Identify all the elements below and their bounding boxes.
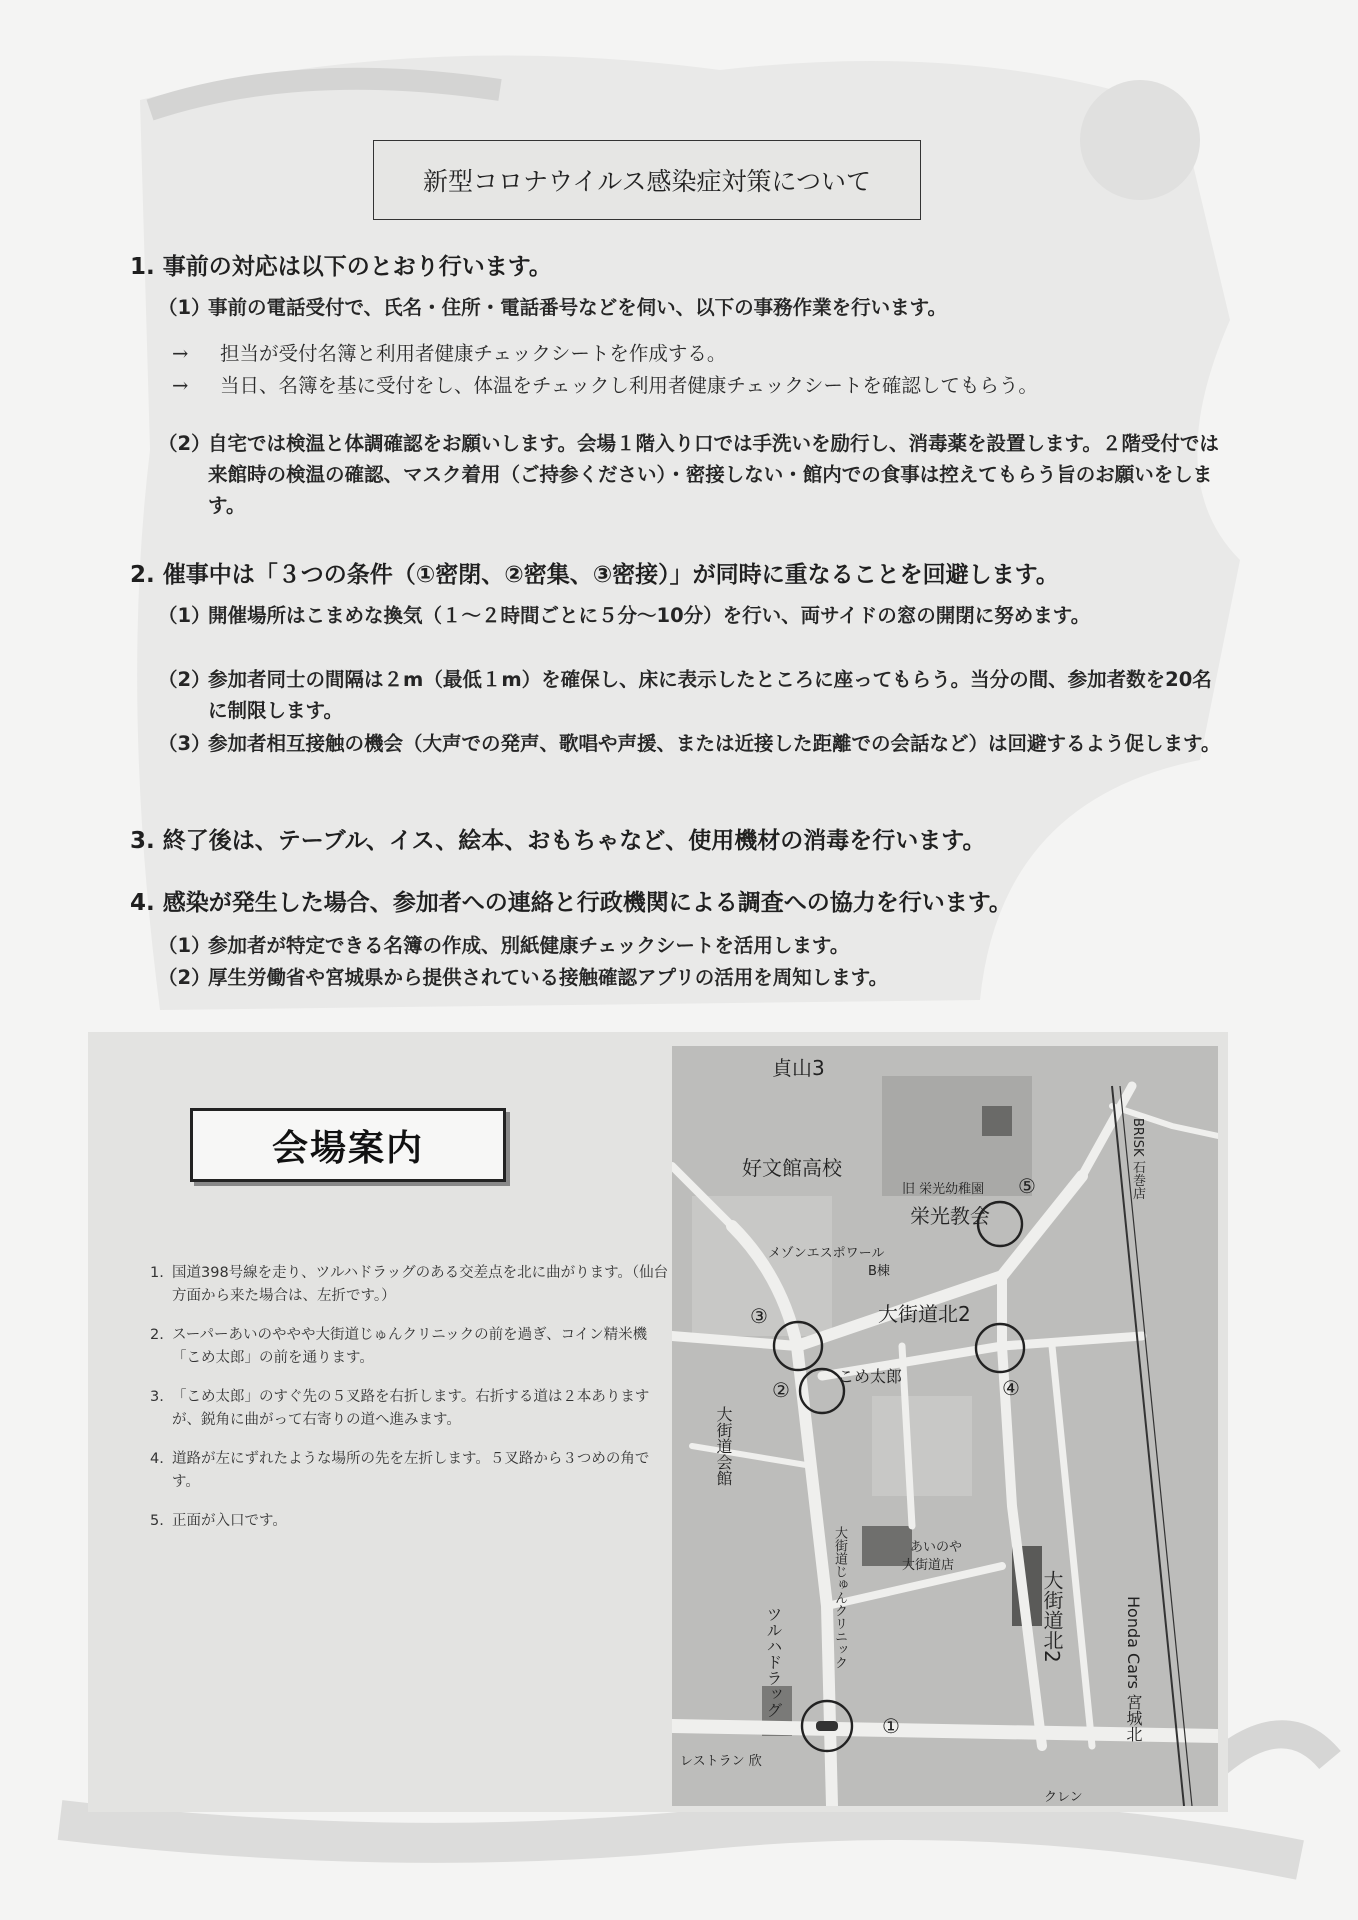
item-text: 事前の電話受付で、氏名・住所・電話番号などを伺い、以下の事務作業を行います。 — [208, 296, 948, 319]
map-label-hall: 大街道会館 — [714, 1406, 733, 1486]
step-number: 3. — [150, 1389, 164, 1405]
map-label-ainoya-store: 大街道店 — [902, 1558, 955, 1573]
map-label-kuren: クレン — [1044, 1790, 1083, 1805]
direction-step — [150, 1324, 670, 1370]
section-4-item-2 — [158, 962, 1228, 993]
step-number: 2. — [150, 1327, 164, 1343]
section-2-item-1 — [158, 600, 1228, 631]
map-label-kindergarten: 旧 栄光幼稚園 — [902, 1182, 985, 1197]
step-text: 道路が左にずれたような場所の先を左折します。５叉路から３つめの角です。 — [172, 1451, 650, 1490]
map-label-clinic: 大街道じゅんクリニック — [832, 1526, 847, 1669]
step-text: スーパーあいのややや大街道じゅんクリニックの前を過ぎ、コイン精米機「こめ太郎」の前を通ります。 — [172, 1327, 648, 1366]
map-label-mansion-b: B棟 — [868, 1264, 890, 1279]
item-text: 自宅では検温と体調確認をお願いします。会場１階入り口では手洗いを励行し、消毒薬を設置します。２階受付では来館時の検温の確認、マスク着用（ご持参ください）・密接しない・館内での食事は控えてもらう旨のお願いをします。 — [208, 432, 1219, 517]
direction-step — [150, 1386, 670, 1432]
map-label-tsuruha: ツルハドラッグ — [764, 1606, 783, 1718]
section-1-item-2 — [158, 428, 1228, 521]
page-title: 新型コロナウイルス感染症対策について — [373, 140, 921, 220]
item-number: （3） — [158, 732, 211, 755]
map-marker-2: ② — [772, 1378, 790, 1402]
map-label-district: 大街道北2 — [878, 1302, 971, 1326]
item-number: （1） — [158, 296, 211, 319]
section-3-heading: 3. 終了後は、テーブル、イス、絵本、おもちゃなど、使用機材の消毒を行います。 — [130, 828, 986, 854]
map-label-district-large: 大街道北2 — [1040, 1570, 1064, 1663]
section-2-item-2 — [158, 664, 1228, 726]
arrow-text: 担当が受付名簿と利用者健康チェックシートを作成する。 — [220, 342, 727, 365]
item-text: 厚生労働省や宮城県から提供されている接触確認アプリの活用を周知します。 — [208, 966, 889, 989]
venue-guide-title: 会場案内 — [190, 1108, 506, 1182]
map-label-honda: Honda Cars 宮城北 — [1124, 1596, 1143, 1742]
map-label-restaurant: レストラン 欣 — [680, 1754, 762, 1769]
item-number: （2） — [158, 966, 211, 989]
item-number: （2） — [158, 432, 211, 455]
map-label-mansion: メゾンエスポワール — [768, 1246, 885, 1261]
arrow-icon: → — [172, 342, 189, 365]
item-number: （2） — [158, 668, 211, 691]
item-number: （1） — [158, 604, 211, 627]
map-marker-4: ④ — [1002, 1376, 1020, 1400]
map-label-ainoya: あいのや — [910, 1540, 963, 1555]
section-1-heading: 1. 事前の対応は以下のとおり行います。 — [130, 254, 552, 280]
section-2-item-3 — [158, 728, 1228, 759]
item-number: （1） — [158, 934, 211, 957]
step-text: 国道398号線を走り、ツルハドラッグのある交差点を北に曲がります。（仙台方面から来た場合は、左折です。） — [172, 1265, 669, 1304]
section-4-item-1 — [158, 930, 1228, 961]
arrow-icon: → — [172, 374, 189, 397]
venue-map — [672, 1046, 1218, 1806]
step-number: 5. — [150, 1513, 164, 1529]
section-1-item-1 — [158, 292, 1228, 323]
item-text: 参加者が特定できる名簿の作成、別紙健康チェックシートを活用します。 — [208, 934, 850, 957]
map-label-sadayama: 貞山3 — [772, 1056, 825, 1080]
map-marker-1: ① — [882, 1714, 900, 1738]
item-text: 参加者相互接触の機会（大声での発声、歌唱や声援、または近接した距離での会話など）は回避するよう促します。 — [208, 732, 1221, 755]
step-number: 4. — [150, 1451, 164, 1467]
section-2-heading: 2. 催事中は「３つの条件（①密閉、②密集、③密接）」が同時に重なることを回避します。 — [130, 562, 1059, 588]
section-1-arrow-2 — [172, 370, 1038, 398]
map-label-brisk: BRISK 石巻店 — [1130, 1118, 1145, 1200]
map-label-kometaro: こめ太郎 — [838, 1367, 903, 1386]
map-label-church: 栄光教会 — [910, 1204, 990, 1228]
directions-list — [150, 1262, 670, 1549]
item-text: 開催場所はこまめな換気（１～２時間ごとに５分～10分）を行い、両サイドの窓の開閉に努めます。 — [208, 604, 1091, 627]
step-number: 1. — [150, 1265, 164, 1281]
section-1-arrow-1 — [172, 338, 726, 366]
section-4-heading: 4. 感染が発生した場合、参加者への連絡と行政機関による調査への協力を行います。 — [130, 890, 1012, 916]
direction-step — [150, 1448, 670, 1494]
step-text: 「こめ太郎」のすぐ先の５叉路を右折します。右折する道は２本ありますが、鋭角に曲がって右寄りの道へ進みます。 — [172, 1389, 650, 1428]
map-label-school: 好文館高校 — [742, 1156, 842, 1180]
map-marker-3: ③ — [750, 1304, 768, 1328]
direction-step — [150, 1262, 670, 1308]
map-marker-5: ⑤ — [1018, 1174, 1036, 1198]
direction-step — [150, 1510, 670, 1533]
item-text: 参加者同士の間隔は２m（最低１m）を確保し、床に表示したところに座ってもらう。当分の間、参加者数を20名に制限します。 — [208, 668, 1212, 722]
step-text: 正面が入口です。 — [172, 1513, 287, 1529]
arrow-text: 当日、名簿を基に受付をし、体温をチェックし利用者健康チェックシートを確認してもらう。 — [220, 374, 1038, 397]
